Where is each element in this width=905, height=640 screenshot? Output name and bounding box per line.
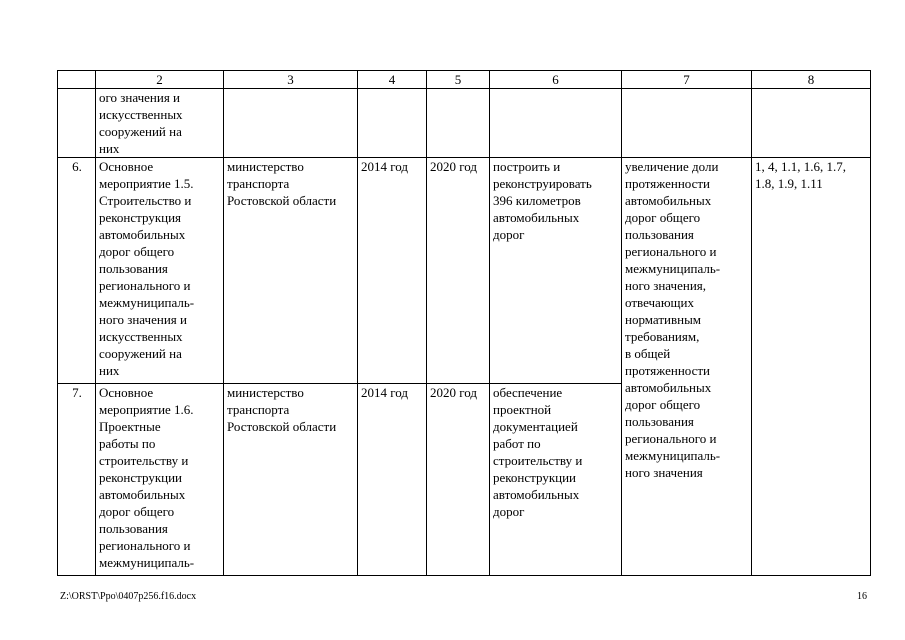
- cont-num-cell: [58, 89, 96, 158]
- row7-measure: Основное мероприятие 1.6. Проектные работы по строительству и реконструкции автомобильных дорог общего пользования регионального и межмуниципаль-: [96, 384, 224, 576]
- col-header-5: 5: [427, 71, 490, 89]
- row6-executor: министерство транспорта Ростовской области: [224, 158, 358, 384]
- cont-measure-cell: ого значения и искусственных сооружений на них: [96, 89, 224, 158]
- col-header-1: [58, 71, 96, 89]
- cont-consequence-cell: [622, 89, 752, 158]
- program-measures-table: [57, 70, 871, 576]
- col-header-8: 8: [752, 71, 871, 89]
- row6-measure: Основное мероприятие 1.5. Строительство и реконструкция автомобильных дорог общего пользования регионального и межмуниципаль- ного значения и искусственных сооружений на них: [96, 158, 224, 384]
- column-number-row: [58, 71, 871, 89]
- row7-number: 7.: [58, 384, 96, 576]
- col-header-3: 3: [224, 71, 358, 89]
- row6-7-indicators: 1, 4, 1.1, 1.6, 1.7, 1.8, 1.9, 1.11: [752, 158, 871, 576]
- row6-7-consequence: увеличение доли протяженности автомобильных дорог общего пользования регионального и межмуниципаль- ного значения, отвечающих нормативным требованиям, в общей протяженности автомобильных дорог общего пользования регионального и межмуниципаль- ного значения: [622, 158, 752, 576]
- row6-end-year: 2020 год: [427, 158, 490, 384]
- col-header-7: 7: [622, 71, 752, 89]
- table-row-continuation: [58, 89, 871, 158]
- row7-executor: министерство транспорта Ростовской области: [224, 384, 358, 576]
- row6-result: построить и реконструировать 396 километров автомобильных дорог: [490, 158, 622, 384]
- col-header-6: 6: [490, 71, 622, 89]
- footer-page-number: 16: [857, 591, 867, 602]
- cont-indicators-cell: [752, 89, 871, 158]
- cont-result-cell: [490, 89, 622, 158]
- cont-executor-cell: [224, 89, 358, 158]
- col-header-4: 4: [358, 71, 427, 89]
- cont-end-cell: [427, 89, 490, 158]
- row7-end-year: 2020 год: [427, 384, 490, 576]
- row6-start-year: 2014 год: [358, 158, 427, 384]
- row7-result: обеспечение проектной документацией работ по строительству и реконструкции автомобильных дорог: [490, 384, 622, 576]
- footer-file-path: Z:\ORST\Ppo\0407p256.f16.docx: [60, 591, 197, 602]
- cont-start-cell: [358, 89, 427, 158]
- row7-start-year: 2014 год: [358, 384, 427, 576]
- row6-number: 6.: [58, 158, 96, 384]
- table-row-6: [58, 158, 871, 384]
- col-header-2: 2: [96, 71, 224, 89]
